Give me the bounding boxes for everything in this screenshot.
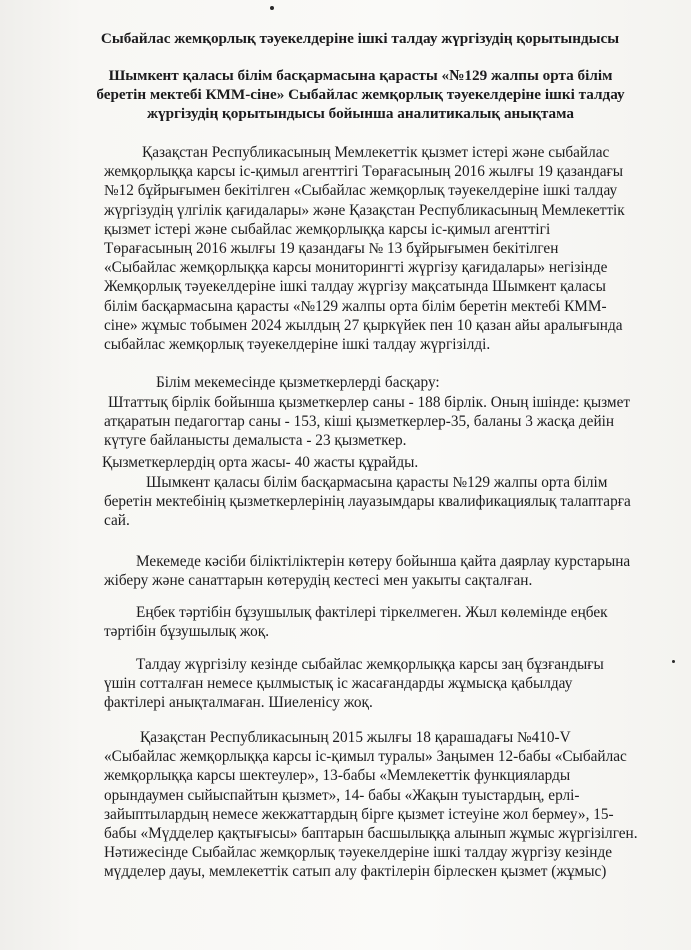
text-line: бабы «Мүдделер қақтығысы» баптарын басшылыққа алынып жұмыс жүргізілген.: [104, 825, 638, 843]
text-line: Қызметкерлердің орта жасы- 40 жасты құрайды.: [102, 454, 419, 471]
text-line: қызмет істері және сыбайлас жемқорлыққа карсы іс-қимыл агенттігі: [104, 220, 551, 238]
text-line: жүргізудің үлгілік қағидалары» және Қазақстан Республикасының Мемлекеттік: [104, 201, 625, 219]
text-line: Қазақстан Республикасының 2015 жылғы 18 қарашадағы №410-V: [140, 729, 571, 746]
text-line: орындаумен сыйыспайтын қызмет», 14- бабы «Жақын туыстардың, ерлі-: [104, 786, 580, 804]
text-line: Жемқорлық тәуекелдеріне ішкі талдау жүргізу мақсатында Шымкент қаласы: [104, 278, 606, 296]
paragraph-staff-heading: [156, 373, 440, 392]
paragraph-qualifications: [104, 473, 631, 531]
text-line: Шымкент қаласы білім басқармасына қарасты №129 жалпы орта білім: [146, 474, 608, 491]
text-line: атқаратын педагогтар саны - 153, кіші қызметкерлер-35, баланы 3 жасқа дейін: [104, 413, 615, 431]
text-line: Штаттық бірлік бойынша қызметкерлер саны - 188 бірлік. Оның ішінде: қызмет: [108, 394, 631, 411]
text-line: Мекемеде кәсіби біліктіліктерін көтеру бойынша қайта даярлау курстарына: [136, 553, 631, 570]
text-line: сыбайлас жемқорлық тәуекелдеріне ішкі талдау жүргізілді.: [104, 336, 491, 354]
paragraph-average-age: [102, 453, 418, 472]
text-line: «Сыбайлас жемқорлыққа карсы іс-қимыл туралы» Заңымен 12-бабы «Сыбайлас: [104, 748, 627, 766]
document-subtitle: [58, 66, 663, 123]
text-line: №12 бұйрығымен бекітілген «Сыбайлас жемқорлық тәуекелдеріне ішкі талдау: [104, 182, 618, 200]
scan-speck: [270, 6, 274, 10]
text-line: Төрағасының 2016 жылғы 19 қазандағы № 13 бұйрығымен бекітілген: [104, 240, 559, 258]
text-line: күтуге байланысты демалыста - 23 қызметкер.: [104, 432, 407, 450]
paragraph-training: [104, 552, 630, 590]
text-line: фактілері анықталмаған. Шиеленісу жоқ.: [104, 694, 373, 712]
text-line: «Сыбайлас жемқорлыққа карсы мониторингті жүргізу қағидалары» негізінде: [104, 259, 608, 277]
paragraph-violations: [104, 655, 604, 713]
text-line: сіне» жұмыс тобымен 2024 жылдың 27 қыркүйек пен 10 қазан айы аралығында: [104, 316, 623, 334]
text-line: Білім мекемесінде қызметкерлерді басқару:: [156, 374, 440, 391]
text-line: беретін мектебінің қызметкерлерінің лауазымдары квалификациялық талаптарға: [104, 493, 631, 511]
paragraph-legal-basis: [104, 143, 625, 354]
paragraph-discipline: [104, 603, 608, 641]
text-line: жемқорлыққа карсы іс-қимыл агенттігі Төрағасының 2016 жылғы 19 қазандағы: [104, 163, 624, 181]
subtitle-line: жүргізудің қорытындысы бойынша аналитикалық анықтама: [146, 105, 574, 122]
paragraph-staff-count: [104, 393, 630, 451]
document-title: Сыбайлас жемқорлық тәуекелдеріне ішкі талдау жүргізудің қорытындысы: [100, 30, 620, 47]
text-line: үшін сотталған немесе қылмыстық іс жасағандарды жұмысқа қабылдау: [104, 675, 573, 693]
text-line: зайыптылардың немесе жекжаттардың бірге қызмет істеуіне жол бермеу», 15-: [104, 805, 614, 823]
paragraph-law-articles: [104, 728, 638, 882]
text-line: Қазақстан Республикасының Мемлекеттік қызмет істері және сыбайлас: [142, 144, 610, 161]
subtitle-line: Шымкент қаласы білім басқармасына қарасты «№129 жалпы орта білім: [108, 67, 613, 84]
text-line: Нәтижесінде Сыбайлас жемқорлық тәуекелдеріне ішкі талдау жүргізу кезінде: [104, 844, 613, 862]
text-line: Еңбек тәртібін бұзушылық фактілері тіркелмеген. Жыл көлемінде еңбек: [136, 604, 608, 621]
text-line: мүдделер дауы, мемлекеттік сатып алу фактілерін бірлескен қызмет (жұмыс): [104, 863, 607, 881]
text-line: тәртібін бұзушылық жоқ.: [104, 623, 270, 641]
text-line: Талдау жүргізілу кезінде сыбайлас жемқорлыққа карсы заң бұзғандығы: [136, 656, 604, 673]
subtitle-line: беретін мектебі КММ-сіне» Сыбайлас жемқорлық тәуекелдеріне ішкі талдау: [96, 86, 625, 103]
scan-speck: [672, 660, 675, 663]
text-line: жемқорлыққа карсы шектеулер», 13-бабы «Мемлекеттік функцияларды: [104, 767, 571, 785]
text-line: жіберу және санаттарын көтерудің кестесі мен уакыты сақталған.: [104, 572, 533, 590]
text-line: білім басқармасына қарасты «№129 жалпы орта білім беретін мектебі КММ-: [104, 297, 607, 315]
text-line: сай.: [104, 512, 130, 530]
